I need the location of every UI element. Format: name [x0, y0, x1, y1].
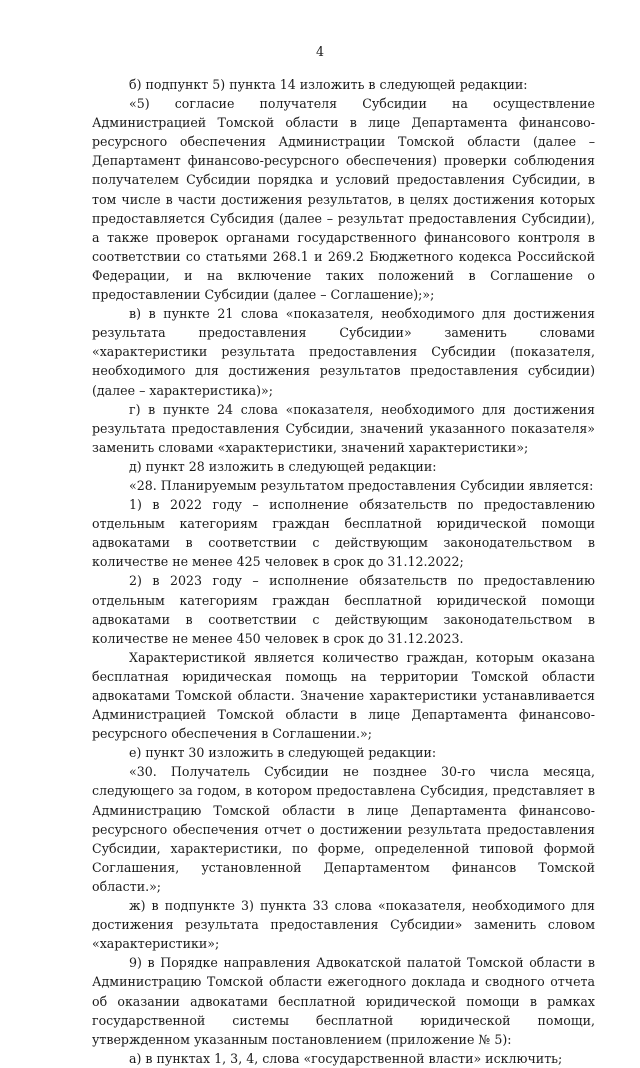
paragraph-33: ж) в подпункте 3) пункта 33 слова «показателя, необходимого для достижения результата предоставления Субсидии» заменить словом «характеристики»; [92, 898, 595, 952]
paragraph-28: д) пункт 28 изложить в следующей редакции: [129, 458, 437, 474]
paragraph-consent-text: «5) согласие получателя Субсидии на осуществление Администрацией Томской области в лице Департамента финансово-ресурсного обеспечения Администрации Томской области (далее – Департамент финансово-ресурсного обеспечения) проверки соблюдения получателем Субсидии порядка и условий предоставления Субсидии, в том числе в части достижения результатов, в целях достижения которых предоставляется Субсидия (далее – результат предоставления Субсидии), а также проверок органами государственного финансового контроля в соответствии со статьями 268.1 и 269.2 Бюджетного кодекса Российской Федерации, и на включение таких положений в Соглашение о предоставлении Субсидии (далее – Соглашение);»; [92, 96, 595, 303]
paragraph-14-5: б) подпункт 5) пункта 14 изложить в следующей редакции: [129, 77, 528, 92]
paragraph-characteristic: Характеристикой является количество граждан, которым оказана бесплатная юридическая помощь на территории Томской области адвокатами Томской области. Значение характеристики устанавливается Администрацией Томской области в лице Департамента финансово-ресурсного обеспечения в Соглашении.»; [92, 649, 595, 742]
paragraph-9a: а) в пунктах 1, 3, 4, слова «государственной власти» исключить; [129, 1050, 563, 1066]
page-number: 4 [315, 44, 324, 59]
document-body [92, 75, 595, 1068]
paragraph-9: 9) в Порядке направления Адвокатской палатой Томской области в Администрацию Томской области ежегодного доклада и сводного отчета об оказании адвокатами бесплатной юридической помощи в рамках государственной системы бесплатной юридической помощи, утвержденном указанным постановлением (приложение № 5): [92, 955, 595, 1047]
paragraph-30-text: «30. Получатель Субсидии не позднее 30-го числа месяца, следующего за годом, в котором предоставлена Субсидия, представляет в Администрацию Томской области в лице Департамента финансово-ресурсного обеспечения отчет о достижении результата предоставления Субсидии, характеристики, по форме, определенной типовой формой Соглашения, установленной Департаментом финансов Томской области.»; [92, 764, 595, 894]
paragraph-2023: 2) в 2023 году – исполнение обязательств по предоставлению отдельным категориям граждан бесплатной юридической помощи адвокатами в соответствии с действующим законодательством в количестве не менее 450 человек в срок до 31.12.2023. [92, 573, 595, 646]
paragraph-24: г) в пункте 24 слова «показателя, необходимого для достижения результата предоставления Субсидии, значений указанного показателя» заменить словами «характеристики, значений характеристики»; [92, 401, 595, 455]
paragraph-30: е) пункт 30 изложить в следующей редакции: [129, 745, 437, 761]
paragraph-21: в) в пункте 21 слова «показателя, необходимого для достижения результата предоставления Субсидии» заменить словами «характеристики результата предоставления Субсидии (показателя, необходимого для достижения результатов предоставления субсидии) (далее – характеристика)»; [92, 306, 595, 398]
paragraph-28-text: «28. Планируемым результатом предоставления Субсидии является: [129, 477, 594, 493]
paragraph-2022: 1) в 2022 году – исполнение обязательств по предоставлению отдельным категориям граждан бесплатной юридической помощи адвокатами в соответствии с действующим законодательством в количестве не менее 425 человек в срок до 31.12.2022; [92, 497, 595, 570]
